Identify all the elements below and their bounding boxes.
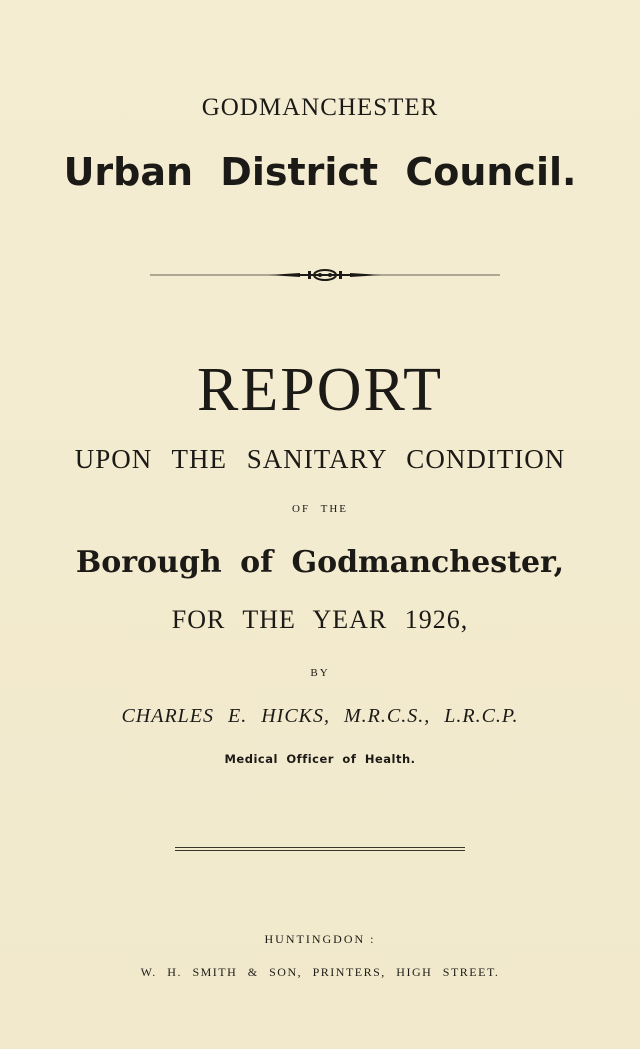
of-the-connector: OF THE [292, 503, 348, 515]
imprint-printer: W. H. SMITH & SON, PRINTERS, HIGH STREET. [140, 965, 500, 979]
scroll-ornament-icon [150, 262, 500, 288]
by-connector: BY [310, 667, 330, 679]
double-rule-divider [175, 846, 465, 852]
author-role: Medical Officer of Health. [224, 752, 416, 766]
report-subtitle: UPON THE SANITARY CONDITION [74, 444, 566, 474]
author-name: CHARLES E. HICKS, M.R.C.S., L.R.C.P. [121, 705, 519, 727]
council-heading: Urban District Council. [63, 150, 577, 194]
borough-name: Borough of Godmanchester, [75, 545, 565, 580]
report-year: FOR THE YEAR 1926, [171, 605, 469, 634]
imprint-place: HUNTINGDON : [264, 932, 376, 946]
report-title: REPORT [197, 356, 443, 424]
town-heading: GODMANCHESTER [201, 94, 439, 121]
